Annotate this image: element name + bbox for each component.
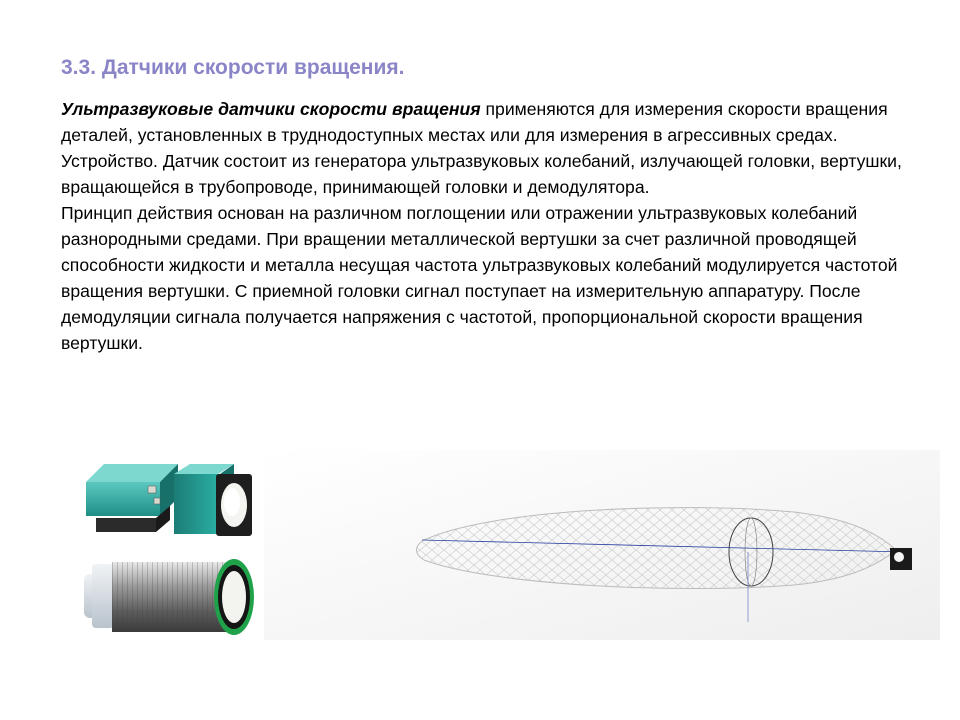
paragraph-device: Устройство. Датчик состоит из генератора ультразвуковых колебаний, излучающей головки, вертушки, вращающейся в трубопроводе, принимающей головки и демодулятора. [61, 151, 902, 197]
paragraph-intro [61, 96, 931, 148]
paragraph-principle: Принцип действия основан на различном поглощении или отражении ультразвуковых колебаний разнородными средами. При вращении металлической вертушки за счет различной проводящей способности жидкости и металла несущая частота ультразвуковых колебаний модулируется частотой вращения вертушки. С приемной головки сигнал поступает на измерительную аппаратуру. После демодуляции сигнала получается напряжения с частотой, пропорциональной скорости вращения вертушки. [61, 203, 898, 353]
slide-body [61, 96, 931, 356]
cylindrical-sensor-image [82, 552, 254, 644]
beam-pattern-diagram [264, 450, 940, 640]
slide-title: 3.3. Датчики скорости вращения. [61, 56, 405, 79]
rectangular-sensor-image [82, 460, 254, 542]
paragraph-intro-rest: применяются для измерения скорости вращения деталей, установленных в труднодоступных местах или для измерения в агрессивных средах. [61, 99, 888, 145]
emphasis-term: Ультразвуковые датчики скорости вращения [61, 99, 481, 119]
